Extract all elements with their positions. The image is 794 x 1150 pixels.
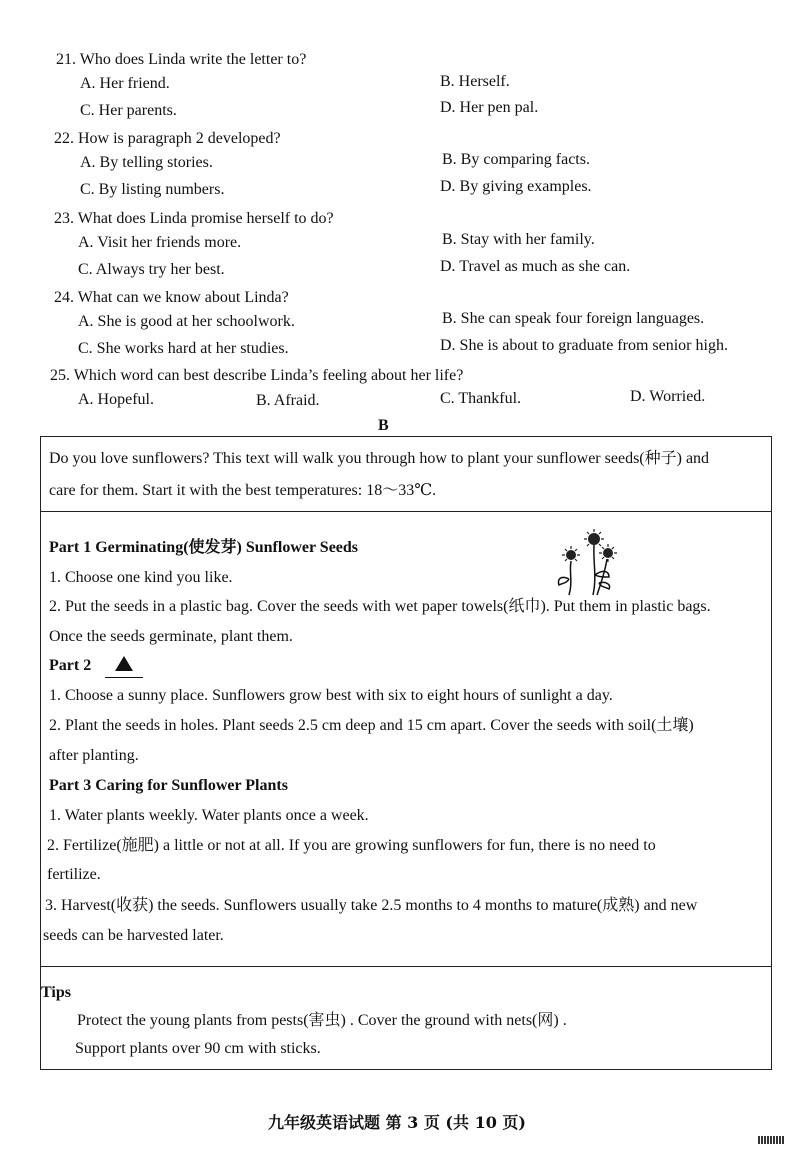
part1-item-2-cont: Once the seeds germinate, plant them.	[49, 628, 293, 645]
question-23-option-c: C. Always try her best.	[78, 261, 225, 278]
part1-item-1: 1. Choose one kind you like.	[49, 569, 233, 586]
question-23-option-d: D. Travel as much as she can.	[440, 258, 631, 275]
part3-item-2: 2. Fertilize(施肥) a little or not at all. If you are growing sunflowers for fun, there is no need to	[47, 837, 656, 854]
question-24-option-c: C. She works hard at her studies.	[78, 340, 289, 357]
tips-item-2: Support plants over 90 cm with sticks.	[75, 1040, 321, 1057]
divider	[41, 511, 771, 512]
triangle-icon	[115, 656, 133, 671]
part2-item-2-cont: after planting.	[49, 747, 139, 764]
question-23-option-b: B. Stay with her family.	[442, 231, 595, 248]
question-22-option-c: C. By listing numbers.	[80, 181, 225, 198]
question-23-stem: 23. What does Linda promise herself to do?	[54, 210, 334, 227]
part3-item-1: 1. Water plants weekly. Water plants once a week.	[49, 807, 369, 824]
question-25-option-a: A. Hopeful.	[78, 391, 154, 408]
question-25-option-c: C. Thankful.	[440, 390, 522, 407]
question-21-option-d: D. Her pen pal.	[440, 99, 539, 116]
section-label: B	[378, 417, 389, 434]
part3-item-2-cont: fertilize.	[47, 866, 101, 883]
question-21-option-a: A. Her friend.	[80, 75, 170, 92]
tips-item-1: Protect the young plants from pests(害虫) . Cover the ground with nets(网) .	[77, 1012, 567, 1029]
question-25-option-b: B. Afraid.	[256, 392, 320, 409]
sunflower-illustration	[549, 517, 629, 597]
intro-line-2: care for them. Start it with the best temperatures: 18～33℃.	[49, 482, 437, 499]
question-21-stem: 21. Who does Linda write the letter to?	[56, 51, 307, 68]
part2-item-1: 1. Choose a sunny place. Sunflowers grow best with six to eight hours of sunlight a day.	[49, 687, 613, 704]
question-25-stem: 25. Which word can best describe Linda’s feeling about her life?	[50, 367, 464, 384]
part2-item-2: 2. Plant the seeds in holes. Plant seeds 2.5 cm deep and 15 cm apart. Cover the seeds with soil(土壤)	[49, 717, 694, 734]
part2-blank	[105, 656, 143, 678]
question-24-option-b: B. She can speak four foreign languages.	[442, 310, 705, 327]
question-22-stem: 22. How is paragraph 2 developed?	[54, 130, 281, 147]
question-21-option-c: C. Her parents.	[80, 102, 177, 119]
divider	[41, 966, 771, 967]
part1-item-2: 2. Put the seeds in a plastic bag. Cover the seeds with wet paper towels(纸巾). Put them in plastic bags.	[49, 598, 711, 615]
question-25-option-d: D. Worried.	[630, 388, 706, 405]
question-22-option-b: B. By comparing facts.	[442, 151, 590, 168]
question-22-option-d: D. By giving examples.	[440, 178, 592, 195]
question-22-option-a: A. By telling stories.	[80, 154, 213, 171]
question-21-option-b: B. Herself.	[440, 73, 510, 90]
part2-heading: Part 2	[49, 657, 92, 674]
qr-code-icon	[758, 1136, 784, 1144]
question-24-option-a: A. She is good at her schoolwork.	[78, 313, 295, 330]
intro-line-1: Do you love sunflowers? This text will walk you through how to plant your sunflower seeds(种子) and	[49, 450, 710, 467]
question-23-option-a: A. Visit her friends more.	[78, 234, 242, 251]
question-24-stem: 24. What can we know about Linda?	[54, 289, 289, 306]
passage-box	[40, 436, 772, 1070]
part3-item-3-cont: seeds can be harvested later.	[43, 927, 224, 944]
question-24-option-d: D. She is about to graduate from senior high.	[440, 337, 728, 354]
part1-heading: Part 1 Germinating(使发芽) Sunflower Seeds	[49, 539, 359, 556]
tips-heading: Tips	[41, 984, 71, 1001]
page-footer: 九年级英语试题 第 3 页 (共 10 页)	[268, 1113, 526, 1132]
part3-item-3: 3. Harvest(收获) the seeds. Sunflowers usually take 2.5 months to 4 months to mature(成熟) and new	[45, 897, 698, 914]
part2-heading-row	[49, 656, 143, 678]
part3-heading: Part 3 Caring for Sunflower Plants	[49, 777, 288, 794]
